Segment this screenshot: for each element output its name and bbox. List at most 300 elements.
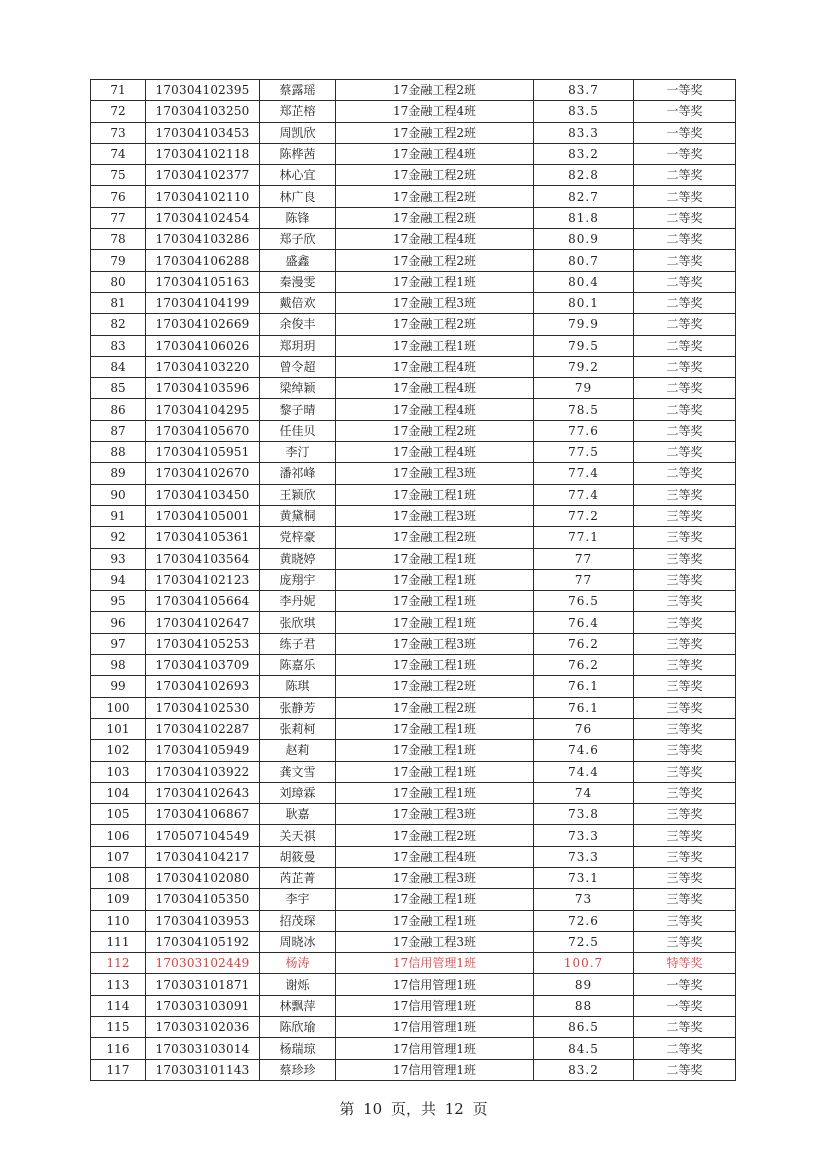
student-name-cell: 陈桦茜: [260, 143, 336, 164]
table-row: [91, 143, 736, 164]
row-number-cell: 92: [91, 527, 146, 548]
score-cell: 80.4: [534, 271, 634, 292]
table-row: [91, 335, 736, 356]
student-name-cell: 盛鑫: [260, 250, 336, 271]
student-name-cell: 张静芳: [260, 697, 336, 718]
student-name-cell: 李宇: [260, 889, 336, 910]
student-name-cell: 郑子欣: [260, 229, 336, 250]
student-id-cell: 170304105664: [146, 591, 260, 612]
student-id-cell: 170304102287: [146, 718, 260, 739]
award-level-cell: 二等奖: [634, 335, 736, 356]
class-name-cell: 17金融工程4班: [336, 143, 534, 164]
class-name-cell: 17金融工程1班: [336, 591, 534, 612]
award-level-cell: 三等奖: [634, 718, 736, 739]
score-cell: 74.6: [534, 740, 634, 761]
student-name-cell: 陈欣瑜: [260, 1017, 336, 1038]
student-id-cell: 170304105350: [146, 889, 260, 910]
class-name-cell: 17金融工程1班: [336, 718, 534, 739]
class-name-cell: 17金融工程2班: [336, 186, 534, 207]
award-level-cell: 三等奖: [634, 761, 736, 782]
table-row: [91, 591, 736, 612]
class-name-cell: 17信用管理1班: [336, 1017, 534, 1038]
class-name-cell: 17信用管理1班: [336, 953, 534, 974]
table-row: [91, 825, 736, 846]
table-row: [91, 378, 736, 399]
award-level-cell: 三等奖: [634, 505, 736, 526]
score-cell: 73: [534, 889, 634, 910]
score-cell: 76.4: [534, 612, 634, 633]
award-level-cell: 三等奖: [634, 931, 736, 952]
row-number-cell: 80: [91, 271, 146, 292]
row-number-cell: 116: [91, 1038, 146, 1059]
class-name-cell: 17金融工程3班: [336, 292, 534, 313]
class-name-cell: 17金融工程2班: [336, 825, 534, 846]
award-level-cell: 一等奖: [634, 143, 736, 164]
student-id-cell: 170304105670: [146, 420, 260, 441]
class-name-cell: 17金融工程2班: [336, 697, 534, 718]
student-id-cell: 170304102395: [146, 80, 260, 101]
student-id-cell: 170304102110: [146, 186, 260, 207]
row-number-cell: 111: [91, 931, 146, 952]
student-name-cell: 林心宜: [260, 165, 336, 186]
award-level-cell: 三等奖: [634, 697, 736, 718]
row-number-cell: 97: [91, 633, 146, 654]
student-id-cell: 170304106867: [146, 804, 260, 825]
student-id-cell: 170304105949: [146, 740, 260, 761]
score-cell: 88: [534, 995, 634, 1016]
score-cell: 73.3: [534, 846, 634, 867]
student-id-cell: 170304105192: [146, 931, 260, 952]
award-level-cell: 三等奖: [634, 548, 736, 569]
score-cell: 78.5: [534, 399, 634, 420]
class-name-cell: 17金融工程1班: [336, 612, 534, 633]
class-name-cell: 17金融工程2班: [336, 527, 534, 548]
student-id-cell: 170304103922: [146, 761, 260, 782]
row-number-cell: 103: [91, 761, 146, 782]
class-name-cell: 17金融工程3班: [336, 463, 534, 484]
student-name-cell: 杨涛: [260, 953, 336, 974]
award-level-cell: 二等奖: [634, 207, 736, 228]
row-number-cell: 100: [91, 697, 146, 718]
row-number-cell: 90: [91, 484, 146, 505]
student-id-cell: 170304103450: [146, 484, 260, 505]
student-name-cell: 梁绰颖: [260, 378, 336, 399]
class-name-cell: 17金融工程4班: [336, 356, 534, 377]
row-number-cell: 89: [91, 463, 146, 484]
row-number-cell: 83: [91, 335, 146, 356]
student-name-cell: 杨瑞琼: [260, 1038, 336, 1059]
table-row: [91, 80, 736, 101]
student-id-cell: 170304105163: [146, 271, 260, 292]
table-row: [91, 974, 736, 995]
award-level-cell: 三等奖: [634, 484, 736, 505]
row-number-cell: 78: [91, 229, 146, 250]
award-level-cell: 二等奖: [634, 250, 736, 271]
award-level-cell: 二等奖: [634, 229, 736, 250]
table-row: [91, 569, 736, 590]
award-level-cell: 三等奖: [634, 846, 736, 867]
student-name-cell: 任佳贝: [260, 420, 336, 441]
score-cell: 77.4: [534, 463, 634, 484]
score-cell: 74.4: [534, 761, 634, 782]
award-level-cell: 特等奖: [634, 953, 736, 974]
row-number-cell: 98: [91, 655, 146, 676]
award-level-cell: 一等奖: [634, 974, 736, 995]
class-name-cell: 17金融工程1班: [336, 569, 534, 590]
table-row: [91, 633, 736, 654]
student-name-cell: 陈锋: [260, 207, 336, 228]
student-name-cell: 黄晓婷: [260, 548, 336, 569]
student-id-cell: 170303101143: [146, 1059, 260, 1080]
student-name-cell: 秦漫雯: [260, 271, 336, 292]
student-name-cell: 张莉柯: [260, 718, 336, 739]
class-name-cell: 17金融工程1班: [336, 335, 534, 356]
student-name-cell: 黎子晴: [260, 399, 336, 420]
class-name-cell: 17金融工程3班: [336, 804, 534, 825]
row-number-cell: 117: [91, 1059, 146, 1080]
class-name-cell: 17金融工程2班: [336, 314, 534, 335]
row-number-cell: 77: [91, 207, 146, 228]
score-cell: 77.2: [534, 505, 634, 526]
row-number-cell: 109: [91, 889, 146, 910]
class-name-cell: 17金融工程3班: [336, 931, 534, 952]
row-number-cell: 106: [91, 825, 146, 846]
student-name-cell: 林广良: [260, 186, 336, 207]
student-id-cell: 170304102123: [146, 569, 260, 590]
student-name-cell: 潘祁峰: [260, 463, 336, 484]
class-name-cell: 17金融工程4班: [336, 101, 534, 122]
class-name-cell: 17金融工程4班: [336, 442, 534, 463]
row-number-cell: 93: [91, 548, 146, 569]
table-row: [91, 548, 736, 569]
award-level-cell: 三等奖: [634, 889, 736, 910]
student-id-cell: 170304102377: [146, 165, 260, 186]
table-row: [91, 399, 736, 420]
student-id-cell: 170304104199: [146, 292, 260, 313]
student-id-cell: 170303103091: [146, 995, 260, 1016]
table-row: [91, 314, 736, 335]
score-cell: 83.2: [534, 143, 634, 164]
score-cell: 77.5: [534, 442, 634, 463]
row-number-cell: 79: [91, 250, 146, 271]
award-level-cell: 二等奖: [634, 399, 736, 420]
score-cell: 83.7: [534, 80, 634, 101]
student-id-cell: 170304102669: [146, 314, 260, 335]
award-level-cell: 二等奖: [634, 1017, 736, 1038]
row-number-cell: 71: [91, 80, 146, 101]
award-level-cell: 二等奖: [634, 442, 736, 463]
row-number-cell: 94: [91, 569, 146, 590]
award-level-cell: 二等奖: [634, 292, 736, 313]
class-name-cell: 17金融工程1班: [336, 271, 534, 292]
class-name-cell: 17金融工程1班: [336, 889, 534, 910]
student-id-cell: 170303101871: [146, 974, 260, 995]
table-row: [91, 122, 736, 143]
student-id-cell: 170303102449: [146, 953, 260, 974]
student-name-cell: 张欣琪: [260, 612, 336, 633]
score-cell: 76.1: [534, 697, 634, 718]
class-name-cell: 17信用管理1班: [336, 995, 534, 1016]
student-name-cell: 耿嘉: [260, 804, 336, 825]
class-name-cell: 17金融工程2班: [336, 207, 534, 228]
score-cell: 80.9: [534, 229, 634, 250]
row-number-cell: 113: [91, 974, 146, 995]
student-id-cell: 170304102530: [146, 697, 260, 718]
score-cell: 80.1: [534, 292, 634, 313]
row-number-cell: 114: [91, 995, 146, 1016]
score-cell: 77.1: [534, 527, 634, 548]
award-level-cell: 三等奖: [634, 804, 736, 825]
class-name-cell: 17金融工程4班: [336, 846, 534, 867]
score-cell: 83.3: [534, 122, 634, 143]
student-id-cell: 170304103564: [146, 548, 260, 569]
table-row: [91, 782, 736, 803]
class-name-cell: 17金融工程1班: [336, 740, 534, 761]
class-name-cell: 17金融工程1班: [336, 655, 534, 676]
table-row: [91, 420, 736, 441]
student-name-cell: 黄黛桐: [260, 505, 336, 526]
table-row: [91, 1038, 736, 1059]
student-id-cell: 170507104549: [146, 825, 260, 846]
table-row: [91, 165, 736, 186]
row-number-cell: 85: [91, 378, 146, 399]
class-name-cell: 17金融工程1班: [336, 782, 534, 803]
score-cell: 82.8: [534, 165, 634, 186]
award-level-cell: 二等奖: [634, 420, 736, 441]
score-cell: 74: [534, 782, 634, 803]
table-row: [91, 356, 736, 377]
class-name-cell: 17金融工程2班: [336, 676, 534, 697]
row-number-cell: 115: [91, 1017, 146, 1038]
score-cell: 81.8: [534, 207, 634, 228]
row-number-cell: 76: [91, 186, 146, 207]
table-row: [91, 846, 736, 867]
student-name-cell: 练子君: [260, 633, 336, 654]
student-name-cell: 余俊丰: [260, 314, 336, 335]
score-cell: 79: [534, 378, 634, 399]
class-name-cell: 17金融工程2班: [336, 80, 534, 101]
student-id-cell: 170304103709: [146, 655, 260, 676]
row-number-cell: 82: [91, 314, 146, 335]
class-name-cell: 17信用管理1班: [336, 974, 534, 995]
student-name-cell: 陈琪: [260, 676, 336, 697]
award-level-cell: 一等奖: [634, 995, 736, 1016]
class-name-cell: 17金融工程4班: [336, 378, 534, 399]
class-name-cell: 17金融工程2班: [336, 420, 534, 441]
table-row: [91, 484, 736, 505]
class-name-cell: 17金融工程4班: [336, 229, 534, 250]
student-name-cell: 芮芷菁: [260, 867, 336, 888]
award-level-cell: 二等奖: [634, 378, 736, 399]
score-cell: 72.6: [534, 910, 634, 931]
student-name-cell: 关天祺: [260, 825, 336, 846]
score-cell: 73.1: [534, 867, 634, 888]
table-row: [91, 505, 736, 526]
row-number-cell: 74: [91, 143, 146, 164]
table-row: [91, 655, 736, 676]
score-cell: 80.7: [534, 250, 634, 271]
row-number-cell: 73: [91, 122, 146, 143]
row-number-cell: 110: [91, 910, 146, 931]
student-id-cell: 170304102118: [146, 143, 260, 164]
score-cell: 79.5: [534, 335, 634, 356]
student-id-cell: 170304103250: [146, 101, 260, 122]
score-cell: 76.2: [534, 655, 634, 676]
award-level-cell: 三等奖: [634, 655, 736, 676]
table-row: [91, 1059, 736, 1080]
table-row: [91, 250, 736, 271]
student-name-cell: 李丹妮: [260, 591, 336, 612]
award-level-cell: 三等奖: [634, 910, 736, 931]
student-id-cell: 170304105951: [146, 442, 260, 463]
table-row: [91, 442, 736, 463]
row-number-cell: 105: [91, 804, 146, 825]
award-level-cell: 三等奖: [634, 676, 736, 697]
student-name-cell: 蔡珍珍: [260, 1059, 336, 1080]
student-id-cell: 170303102036: [146, 1017, 260, 1038]
student-name-cell: 郑芷榕: [260, 101, 336, 122]
score-cell: 82.7: [534, 186, 634, 207]
row-number-cell: 107: [91, 846, 146, 867]
class-name-cell: 17金融工程4班: [336, 399, 534, 420]
table-row: [91, 463, 736, 484]
table-row: [91, 527, 736, 548]
table-row: [91, 207, 736, 228]
award-level-cell: 三等奖: [634, 825, 736, 846]
table-row: [91, 718, 736, 739]
row-number-cell: 75: [91, 165, 146, 186]
student-name-cell: 李汀: [260, 442, 336, 463]
table-row: [91, 101, 736, 122]
student-id-cell: 170303103014: [146, 1038, 260, 1059]
student-id-cell: 170304103596: [146, 378, 260, 399]
student-id-cell: 170304103220: [146, 356, 260, 377]
row-number-cell: 88: [91, 442, 146, 463]
row-number-cell: 108: [91, 867, 146, 888]
student-id-cell: 170304106288: [146, 250, 260, 271]
row-number-cell: 102: [91, 740, 146, 761]
student-name-cell: 龚文雪: [260, 761, 336, 782]
table-row: [91, 867, 736, 888]
row-number-cell: 86: [91, 399, 146, 420]
award-level-cell: 二等奖: [634, 314, 736, 335]
student-name-cell: 周晓冰: [260, 931, 336, 952]
award-level-cell: 三等奖: [634, 612, 736, 633]
row-number-cell: 81: [91, 292, 146, 313]
row-number-cell: 96: [91, 612, 146, 633]
row-number-cell: 87: [91, 420, 146, 441]
student-name-cell: 蔡露瑶: [260, 80, 336, 101]
score-cell: 73.3: [534, 825, 634, 846]
award-level-cell: 三等奖: [634, 633, 736, 654]
row-number-cell: 99: [91, 676, 146, 697]
student-id-cell: 170304102647: [146, 612, 260, 633]
student-name-cell: 林飘萍: [260, 995, 336, 1016]
table-row: [91, 229, 736, 250]
class-name-cell: 17金融工程3班: [336, 633, 534, 654]
class-name-cell: 17信用管理1班: [336, 1038, 534, 1059]
student-id-cell: 170304105253: [146, 633, 260, 654]
score-cell: 79.9: [534, 314, 634, 335]
student-name-cell: 戴倍欢: [260, 292, 336, 313]
student-name-cell: 赵莉: [260, 740, 336, 761]
table-row: [91, 186, 736, 207]
row-number-cell: 104: [91, 782, 146, 803]
score-cell: 83.2: [534, 1059, 634, 1080]
award-level-cell: 二等奖: [634, 1059, 736, 1080]
student-name-cell: 陈嘉乐: [260, 655, 336, 676]
student-id-cell: 170304102080: [146, 867, 260, 888]
table-row: [91, 889, 736, 910]
score-cell: 84.5: [534, 1038, 634, 1059]
student-id-cell: 170304102454: [146, 207, 260, 228]
award-level-cell: 二等奖: [634, 271, 736, 292]
table-row: [91, 804, 736, 825]
row-number-cell: 95: [91, 591, 146, 612]
awards-table: [90, 79, 736, 1081]
table-row: [91, 1017, 736, 1038]
student-name-cell: 周凯欣: [260, 122, 336, 143]
score-cell: 76.5: [534, 591, 634, 612]
row-number-cell: 101: [91, 718, 146, 739]
student-id-cell: 170304102643: [146, 782, 260, 803]
student-id-cell: 170304103453: [146, 122, 260, 143]
awards-table-body: [91, 80, 736, 1081]
table-row: [91, 931, 736, 952]
score-cell: 83.5: [534, 101, 634, 122]
student-id-cell: 170304103953: [146, 910, 260, 931]
row-number-cell: 72: [91, 101, 146, 122]
row-number-cell: 112: [91, 953, 146, 974]
award-level-cell: 三等奖: [634, 591, 736, 612]
table-row: [91, 910, 736, 931]
row-number-cell: 84: [91, 356, 146, 377]
table-row: [91, 761, 736, 782]
award-level-cell: 三等奖: [634, 740, 736, 761]
student-name-cell: 郑玥玥: [260, 335, 336, 356]
score-cell: 77.4: [534, 484, 634, 505]
student-id-cell: 170304106026: [146, 335, 260, 356]
class-name-cell: 17金融工程3班: [336, 867, 534, 888]
award-level-cell: 三等奖: [634, 782, 736, 803]
score-cell: 72.5: [534, 931, 634, 952]
table-row: [91, 292, 736, 313]
award-level-cell: 一等奖: [634, 122, 736, 143]
student-id-cell: 170304104295: [146, 399, 260, 420]
award-level-cell: 一等奖: [634, 101, 736, 122]
score-cell: 79.2: [534, 356, 634, 377]
score-cell: 77: [534, 548, 634, 569]
table-row: [91, 697, 736, 718]
class-name-cell: 17金融工程2班: [336, 165, 534, 186]
score-cell: 77.6: [534, 420, 634, 441]
student-id-cell: 170304105361: [146, 527, 260, 548]
table-row: [91, 740, 736, 761]
student-id-cell: 170304103286: [146, 229, 260, 250]
row-number-cell: 91: [91, 505, 146, 526]
student-name-cell: 王颖欣: [260, 484, 336, 505]
award-level-cell: 二等奖: [634, 463, 736, 484]
score-cell: 76.2: [534, 633, 634, 654]
student-name-cell: 谢烁: [260, 974, 336, 995]
award-level-cell: 三等奖: [634, 569, 736, 590]
score-cell: 73.8: [534, 804, 634, 825]
score-cell: 77: [534, 569, 634, 590]
class-name-cell: 17金融工程2班: [336, 250, 534, 271]
class-name-cell: 17金融工程2班: [336, 122, 534, 143]
student-id-cell: 170304102670: [146, 463, 260, 484]
student-id-cell: 170304102693: [146, 676, 260, 697]
